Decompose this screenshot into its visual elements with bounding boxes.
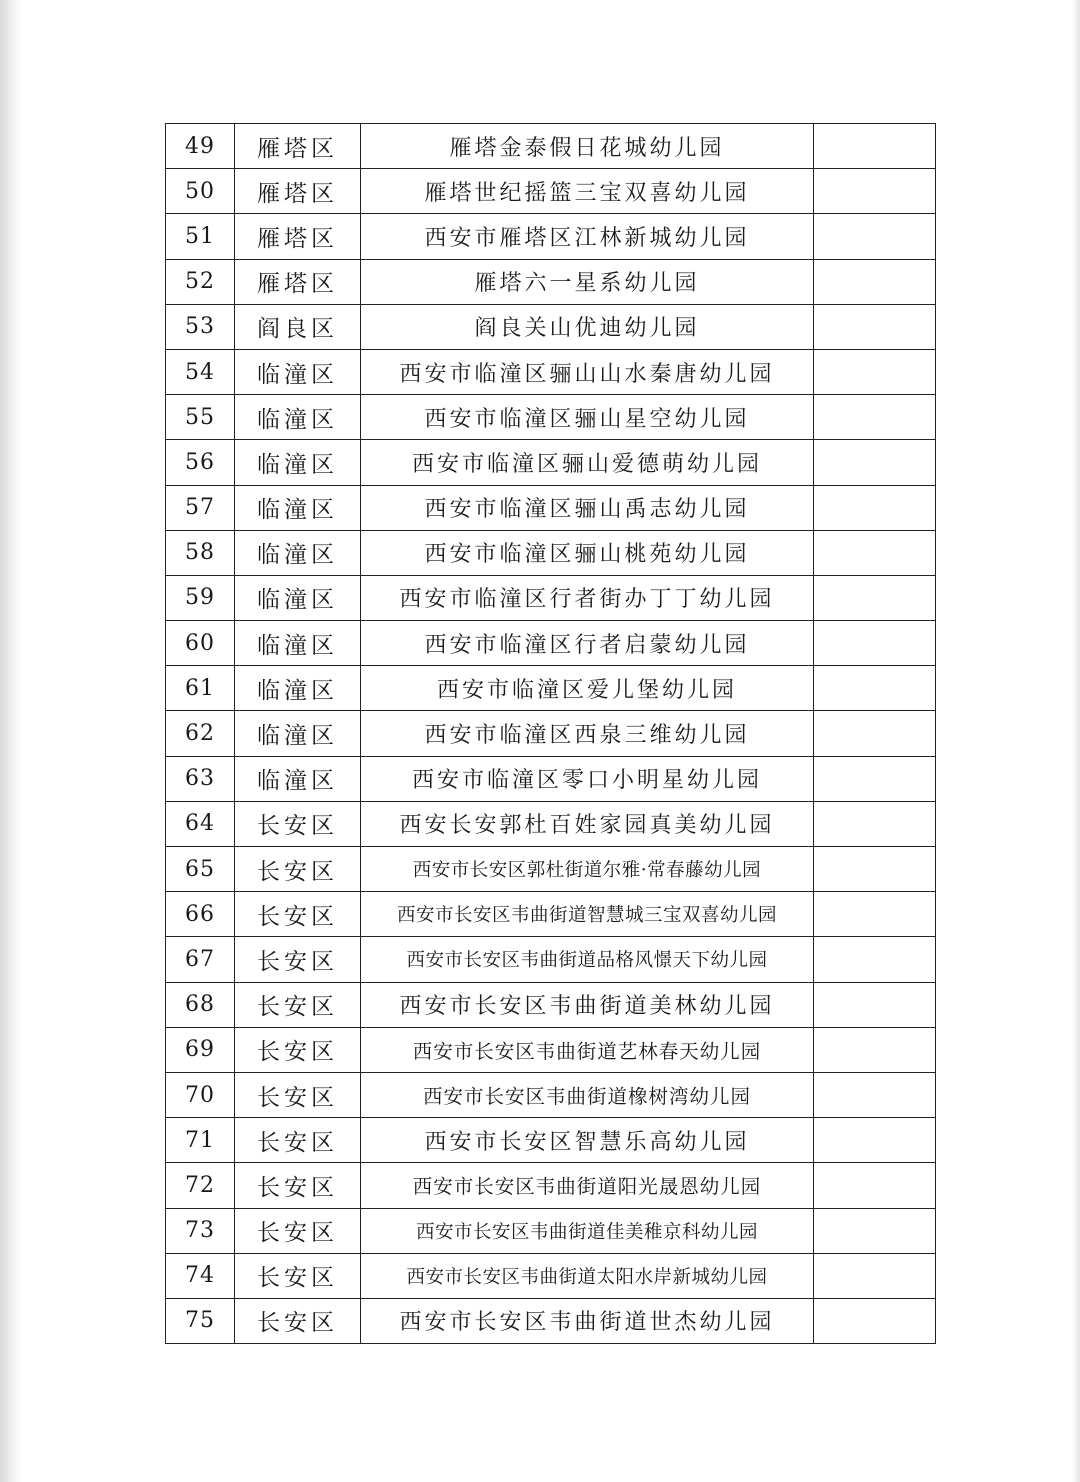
row-number: 50 xyxy=(166,169,235,214)
table-row xyxy=(166,621,936,666)
district-cell: 长安区 xyxy=(235,1027,361,1072)
district-cell: 雁塔区 xyxy=(235,259,361,304)
kindergarten-name-cell: 西安市临潼区行者启蒙幼儿园 xyxy=(361,621,814,666)
table-row xyxy=(166,169,936,214)
note-cell xyxy=(814,349,936,394)
kindergarten-name-cell: 西安长安郭杜百姓家园真美幼儿园 xyxy=(361,801,814,846)
row-number: 69 xyxy=(166,1027,235,1072)
row-number: 55 xyxy=(166,395,235,440)
table-row xyxy=(166,1208,936,1253)
district-cell: 临潼区 xyxy=(235,440,361,485)
table-row xyxy=(166,711,936,756)
district-cell: 临潼区 xyxy=(235,711,361,756)
row-number: 60 xyxy=(166,621,235,666)
district-cell: 临潼区 xyxy=(235,621,361,666)
row-number: 49 xyxy=(166,124,235,169)
note-cell xyxy=(814,485,936,530)
page-edge-left xyxy=(0,0,22,1482)
row-number: 51 xyxy=(166,214,235,259)
row-number: 71 xyxy=(166,1118,235,1163)
district-cell: 长安区 xyxy=(235,801,361,846)
table-row xyxy=(166,485,936,530)
row-number: 58 xyxy=(166,530,235,575)
row-number: 54 xyxy=(166,349,235,394)
note-cell xyxy=(814,1163,936,1208)
row-number: 68 xyxy=(166,982,235,1027)
district-cell: 长安区 xyxy=(235,982,361,1027)
row-number: 56 xyxy=(166,440,235,485)
note-cell xyxy=(814,892,936,937)
kindergarten-name-cell: 西安市雁塔区江林新城幼儿园 xyxy=(361,214,814,259)
row-number: 63 xyxy=(166,756,235,801)
note-cell xyxy=(814,756,936,801)
note-cell xyxy=(814,937,936,982)
table-row xyxy=(166,892,936,937)
kindergarten-name-cell: 西安市临潼区西泉三维幼儿园 xyxy=(361,711,814,756)
table-row xyxy=(166,1298,936,1343)
district-cell: 长安区 xyxy=(235,1208,361,1253)
row-number: 64 xyxy=(166,801,235,846)
district-cell: 雁塔区 xyxy=(235,169,361,214)
table-row xyxy=(166,530,936,575)
district-cell: 阎良区 xyxy=(235,304,361,349)
row-number: 59 xyxy=(166,575,235,620)
kindergarten-name-cell: 西安市临潼区骊山桃苑幼儿园 xyxy=(361,530,814,575)
row-number: 75 xyxy=(166,1298,235,1343)
kindergarten-name-cell: 西安市长安区韦曲街道太阳水岸新城幼儿园 xyxy=(361,1253,814,1298)
note-cell xyxy=(814,1208,936,1253)
row-number: 61 xyxy=(166,666,235,711)
kindergarten-name-cell: 阎良关山优迪幼儿园 xyxy=(361,304,814,349)
note-cell xyxy=(814,530,936,575)
row-number: 70 xyxy=(166,1072,235,1117)
table-row xyxy=(166,1253,936,1298)
kindergarten-name-cell: 西安市长安区韦曲街道橡树湾幼儿园 xyxy=(361,1072,814,1117)
table-row xyxy=(166,1163,936,1208)
note-cell xyxy=(814,847,936,892)
kindergarten-name-cell: 西安市长安区韦曲街道品格风憬天下幼儿园 xyxy=(361,937,814,982)
district-cell: 临潼区 xyxy=(235,485,361,530)
note-cell xyxy=(814,711,936,756)
row-number: 66 xyxy=(166,892,235,937)
kindergarten-name-cell: 西安市临潼区骊山星空幼儿园 xyxy=(361,395,814,440)
table-row xyxy=(166,304,936,349)
note-cell xyxy=(814,621,936,666)
kindergarten-name-cell: 雁塔六一星系幼儿园 xyxy=(361,259,814,304)
district-cell: 长安区 xyxy=(235,892,361,937)
row-number: 53 xyxy=(166,304,235,349)
note-cell xyxy=(814,440,936,485)
district-cell: 临潼区 xyxy=(235,756,361,801)
note-cell xyxy=(814,1027,936,1072)
note-cell xyxy=(814,982,936,1027)
kindergarten-name-cell: 西安市长安区韦曲街道世杰幼儿园 xyxy=(361,1298,814,1343)
row-number: 74 xyxy=(166,1253,235,1298)
note-cell xyxy=(814,395,936,440)
kindergarten-table-body xyxy=(166,124,936,1344)
note-cell xyxy=(814,169,936,214)
district-cell: 长安区 xyxy=(235,1163,361,1208)
kindergarten-name-cell: 西安市长安区韦曲街道佳美稚京科幼儿园 xyxy=(361,1208,814,1253)
kindergarten-name-cell: 西安市临潼区行者街办丁丁幼儿园 xyxy=(361,575,814,620)
kindergarten-name-cell: 西安市临潼区骊山禹志幼儿园 xyxy=(361,485,814,530)
note-cell xyxy=(814,259,936,304)
district-cell: 雁塔区 xyxy=(235,124,361,169)
district-cell: 临潼区 xyxy=(235,575,361,620)
district-cell: 雁塔区 xyxy=(235,214,361,259)
row-number: 73 xyxy=(166,1208,235,1253)
table-row xyxy=(166,349,936,394)
row-number: 67 xyxy=(166,937,235,982)
table-row xyxy=(166,1072,936,1117)
table-row xyxy=(166,259,936,304)
kindergarten-name-cell: 西安市长安区智慧乐高幼儿园 xyxy=(361,1118,814,1163)
note-cell xyxy=(814,1298,936,1343)
table-row xyxy=(166,214,936,259)
table-row xyxy=(166,801,936,846)
kindergarten-name-cell: 西安市临潼区骊山山水秦唐幼儿园 xyxy=(361,349,814,394)
note-cell xyxy=(814,214,936,259)
table-row xyxy=(166,982,936,1027)
district-cell: 临潼区 xyxy=(235,349,361,394)
row-number: 57 xyxy=(166,485,235,530)
note-cell xyxy=(814,1072,936,1117)
note-cell xyxy=(814,124,936,169)
row-number: 65 xyxy=(166,847,235,892)
table-row xyxy=(166,395,936,440)
page-edge-right xyxy=(1072,0,1080,1482)
kindergarten-name-cell: 西安市临潼区零口小明星幼儿园 xyxy=(361,756,814,801)
table-row xyxy=(166,756,936,801)
table-row xyxy=(166,1027,936,1072)
row-number: 72 xyxy=(166,1163,235,1208)
district-cell: 临潼区 xyxy=(235,530,361,575)
district-cell: 长安区 xyxy=(235,1298,361,1343)
note-cell xyxy=(814,1253,936,1298)
district-cell: 长安区 xyxy=(235,937,361,982)
kindergarten-name-cell: 西安市长安区韦曲街道美林幼儿园 xyxy=(361,982,814,1027)
kindergarten-name-cell: 西安市临潼区爱儿堡幼儿园 xyxy=(361,666,814,711)
kindergarten-name-cell: 雁塔金泰假日花城幼儿园 xyxy=(361,124,814,169)
table-row xyxy=(166,124,936,169)
note-cell xyxy=(814,666,936,711)
row-number: 62 xyxy=(166,711,235,756)
note-cell xyxy=(814,575,936,620)
table-row xyxy=(166,666,936,711)
district-cell: 临潼区 xyxy=(235,395,361,440)
district-cell: 长安区 xyxy=(235,1072,361,1117)
district-cell: 临潼区 xyxy=(235,666,361,711)
note-cell xyxy=(814,1118,936,1163)
note-cell xyxy=(814,801,936,846)
kindergarten-name-cell: 雁塔世纪摇篮三宝双喜幼儿园 xyxy=(361,169,814,214)
kindergarten-name-cell: 西安市长安区郭杜街道尔雅·常春藤幼儿园 xyxy=(361,847,814,892)
kindergarten-name-cell: 西安市长安区韦曲街道智慧城三宝双喜幼儿园 xyxy=(361,892,814,937)
kindergarten-table xyxy=(165,123,936,1344)
kindergarten-name-cell: 西安市长安区韦曲街道阳光晟恩幼儿园 xyxy=(361,1163,814,1208)
table-row xyxy=(166,937,936,982)
note-cell xyxy=(814,304,936,349)
table-row xyxy=(166,847,936,892)
table-row xyxy=(166,575,936,620)
table-row xyxy=(166,440,936,485)
district-cell: 长安区 xyxy=(235,847,361,892)
table-row xyxy=(166,1118,936,1163)
district-cell: 长安区 xyxy=(235,1253,361,1298)
kindergarten-name-cell: 西安市临潼区骊山爱德萌幼儿园 xyxy=(361,440,814,485)
kindergarten-name-cell: 西安市长安区韦曲街道艺林春天幼儿园 xyxy=(361,1027,814,1072)
row-number: 52 xyxy=(166,259,235,304)
district-cell: 长安区 xyxy=(235,1118,361,1163)
